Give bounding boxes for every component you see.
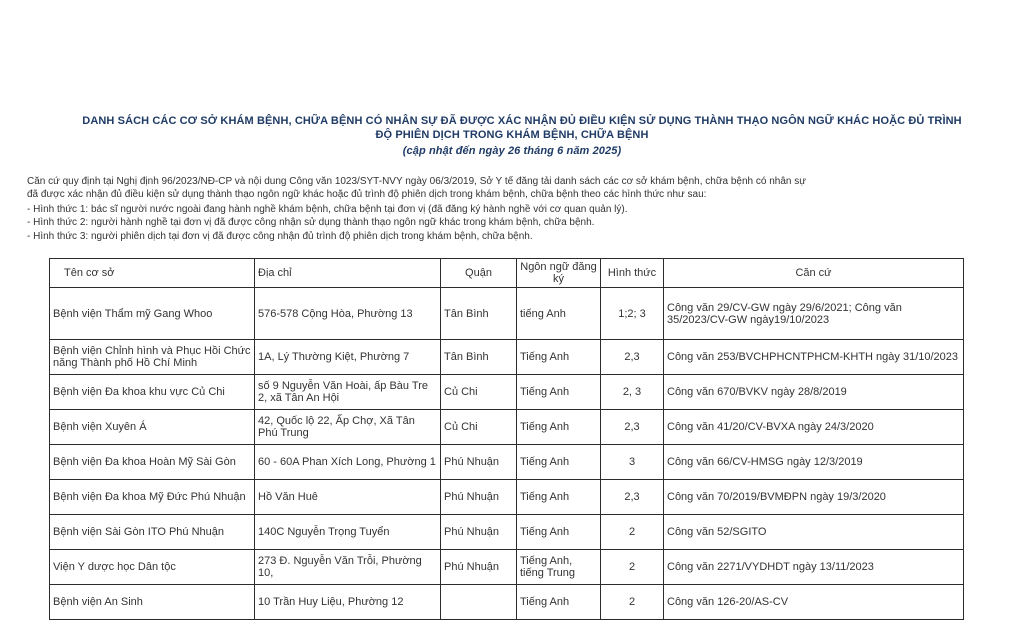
cell-basis: Công văn 253/BVCHPHCNTPHCM-KHTH ngày 31/10/2023 <box>664 340 964 375</box>
cell-district <box>441 585 517 620</box>
facility-table <box>49 258 964 620</box>
header-language: Ngôn ngữ đăng ký <box>517 259 601 288</box>
cell-language: Tiếng Anh <box>517 410 601 445</box>
table-row <box>50 515 964 550</box>
table-row <box>50 340 964 375</box>
cell-district: Phú Nhuận <box>441 515 517 550</box>
cell-address: số 9 Nguyễn Văn Hoài, ấp Bàu Tre 2, xã Tân An Hội <box>255 375 441 410</box>
cell-address: 273 Đ. Nguyễn Văn Trỗi, Phường 10, <box>255 550 441 585</box>
cell-district: Phú Nhuận <box>441 550 517 585</box>
cell-address: 60 - 60A Phan Xích Long, Phường 1 <box>255 445 441 480</box>
cell-form: 2,3 <box>601 410 664 445</box>
cell-basis: Công văn 70/2019/BVMĐPN ngày 19/3/2020 <box>664 480 964 515</box>
cell-address: 10 Trần Huy Liệu, Phường 12 <box>255 585 441 620</box>
cell-form: 2, 3 <box>601 375 664 410</box>
table-row <box>50 410 964 445</box>
cell-address: 140C Nguyễn Trọng Tuyển <box>255 515 441 550</box>
header-name: Tên cơ sở <box>50 259 255 288</box>
cell-language: Tiếng Anh <box>517 375 601 410</box>
cell-language: Tiếng Anh <box>517 340 601 375</box>
cell-name: Bệnh viện Thẩm mỹ Gang Whoo <box>50 288 255 340</box>
cell-district: Củ Chi <box>441 375 517 410</box>
cell-district: Phú Nhuận <box>441 445 517 480</box>
cell-name: Bệnh viện Đa khoa khu vực Củ Chi <box>50 375 255 410</box>
header-district: Quận <box>441 259 517 288</box>
cell-name: Bệnh viện Sài Gòn ITO Phú Nhuận <box>50 515 255 550</box>
cell-basis: Công văn 66/CV-HMSG ngày 12/3/2019 <box>664 445 964 480</box>
cell-language: Tiếng Anh, tiếng Trung <box>517 550 601 585</box>
cell-language: tiếng Anh <box>517 288 601 340</box>
cell-form: 3 <box>601 445 664 480</box>
header-address: Địa chỉ <box>255 259 441 288</box>
cell-district: Tân Bình <box>441 340 517 375</box>
header-basis: Căn cứ <box>664 259 964 288</box>
cell-language: Tiếng Anh <box>517 445 601 480</box>
form-1-description: - Hình thức 1: bác sĩ người nước ngoài đang hành nghề khám bệnh, chữa bệnh tại đơn vị (đã đăng ký hành nghề với cơ quan quản lý). <box>27 204 628 215</box>
cell-name: Bệnh viện Đa khoa Mỹ Đức Phú Nhuận <box>50 480 255 515</box>
table-row <box>50 550 964 585</box>
cell-address: Hồ Văn Huê <box>255 480 441 515</box>
cell-form: 2 <box>601 585 664 620</box>
cell-address: 576-578 Cộng Hòa, Phường 13 <box>255 288 441 340</box>
cell-name: Bệnh viện An Sinh <box>50 585 255 620</box>
table-row <box>50 585 964 620</box>
table-row <box>50 375 964 410</box>
cell-form: 2 <box>601 550 664 585</box>
cell-form: 2 <box>601 515 664 550</box>
cell-form: 2,3 <box>601 340 664 375</box>
document-title-line2: ĐỘ PHIÊN DỊCH TRONG KHÁM BỆNH, CHỮA BỆNH <box>375 129 649 141</box>
cell-district: Phú Nhuận <box>441 480 517 515</box>
cell-basis: Công văn 52/SGITO <box>664 515 964 550</box>
cell-district: Củ Chi <box>441 410 517 445</box>
table-row <box>50 480 964 515</box>
cell-basis: Công văn 29/CV-GW ngày 29/6/2021; Công văn 35/2023/CV-GW ngày19/10/2023 <box>664 288 964 340</box>
update-note: (cập nhật đến ngày 26 tháng 6 năm 2025) <box>402 145 622 157</box>
cell-name: Viện Y dược học Dân tộc <box>50 550 255 585</box>
cell-language: Tiếng Anh <box>517 515 601 550</box>
document-title-line1: DANH SÁCH CÁC CƠ SỞ KHÁM BỆNH, CHỮA BỆNH CÓ NHÂN SỰ ĐÃ ĐƯỢC XÁC NHẬN ĐỦ ĐIỀU KIỆN SỬ DỤNG THÀNH THẠO NGÔN NGỮ KHÁC HOẶC ĐỦ TRÌNH <box>82 115 962 127</box>
cell-address: 1A, Lý Thường Kiệt, Phường 7 <box>255 340 441 375</box>
intro-paragraph-line1: Căn cứ quy định tại Nghị định 96/2023/NĐ-CP và nội dung Công văn 1023/SYT-NVY ngày 06/3/2019, Sở Y tế đăng tải danh sách các cơ sở khám bệnh, chữa bệnh có nhân sự <box>27 176 806 187</box>
cell-form: 1;2; 3 <box>601 288 664 340</box>
header-form: Hình thức <box>601 259 664 288</box>
cell-basis: Công văn 41/20/CV-BVXA ngày 24/3/2020 <box>664 410 964 445</box>
cell-name: Bệnh viện Đa khoa Hoàn Mỹ Sài Gòn <box>50 445 255 480</box>
cell-language: Tiếng Anh <box>517 585 601 620</box>
table-header-row <box>50 259 964 288</box>
table-row <box>50 288 964 340</box>
cell-name: Bệnh viện Chỉnh hình và Phục Hồi Chức năng Thành phố Hồ Chí Minh <box>50 340 255 375</box>
cell-basis: Công văn 126-20/AS-CV <box>664 585 964 620</box>
cell-basis: Công văn 2271/VYDHDT ngày 13/11/2023 <box>664 550 964 585</box>
cell-basis: Công văn 670/BVKV ngày 28/8/2019 <box>664 375 964 410</box>
form-3-description: - Hình thức 3: người phiên dịch tại đơn vị đã được công nhận đủ trình độ phiên dịch trong khám bệnh, chữa bệnh. <box>27 231 533 242</box>
cell-form: 2,3 <box>601 480 664 515</box>
form-2-description: - Hình thức 2: người hành nghề tại đơn vị đã được công nhận sử dụng thành thạo ngôn ngữ khác trong khám bệnh, chữa bệnh. <box>27 217 595 228</box>
table-row <box>50 445 964 480</box>
cell-district: Tân Bình <box>441 288 517 340</box>
cell-name: Bệnh viện Xuyên Á <box>50 410 255 445</box>
intro-paragraph-line2: đã được xác nhận đủ điều kiện sử dụng thành thạo ngôn ngữ khác hoặc đủ trình độ phiên dịch trong khám bệnh, chữa bệnh theo các hình thức như sau: <box>27 189 707 200</box>
cell-language: Tiếng Anh <box>517 480 601 515</box>
cell-address: 42, Quốc lộ 22, Ấp Chợ, Xã Tân Phú Trung <box>255 410 441 445</box>
